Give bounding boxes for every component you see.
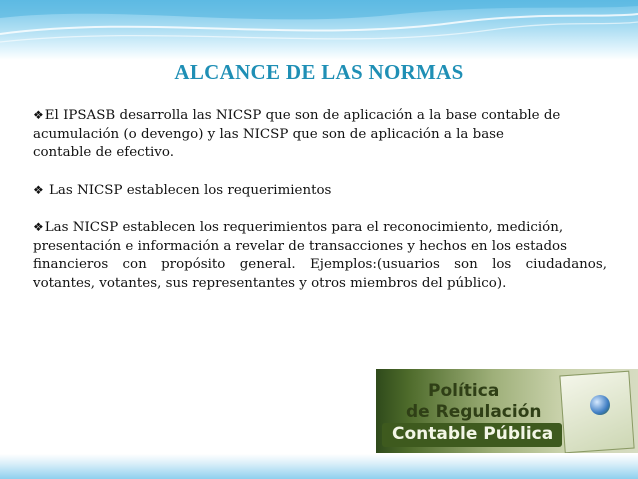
wave-decoration: [0, 0, 638, 60]
paragraph-line: contable de efectivo.: [33, 145, 174, 160]
policy-logo: [376, 369, 638, 453]
logo-line-3: Contable Pública: [392, 424, 554, 444]
diamond-bullet-icon: ❖: [33, 220, 44, 234]
paragraph-line: Las NICSP establecen los requerimientos: [44, 182, 332, 198]
paragraph-line: acumulación (o devengo) y las NICSP que son de aplicación a la base: [33, 126, 504, 142]
logo-line-1: Política: [428, 381, 500, 401]
paragraph-2: [33, 181, 607, 201]
logo-line-2: de Regulación: [406, 402, 542, 422]
paragraph-line: presentación e información a revelar de transacciones y hechos en los estados: [33, 238, 567, 254]
paragraph-1: [33, 106, 607, 163]
paragraph-3: [33, 218, 607, 293]
slide-body: [33, 106, 607, 293]
paragraph-line: El IPSASB desarrolla las NICSP que son de aplicación a la base contable de: [44, 108, 561, 123]
header-decoration: [0, 0, 638, 60]
diamond-bullet-icon: ❖: [33, 182, 44, 197]
paragraph-line: votantes, votantes, sus representantes y otros miembros del público).: [33, 275, 507, 291]
diamond-bullet-icon: ❖: [33, 108, 44, 122]
slide-title: ALCANCE DE LAS NORMAS: [174, 60, 464, 84]
globe-icon: [590, 395, 610, 415]
paragraph-line: Las NICSP establecen los requerimientos para el reconocimiento, medición,: [44, 220, 564, 235]
footer-decoration: [0, 454, 638, 479]
paragraph-line: financieros con propósito general. Ejemplos:(usuarios son los ciudadanos,: [33, 257, 607, 272]
